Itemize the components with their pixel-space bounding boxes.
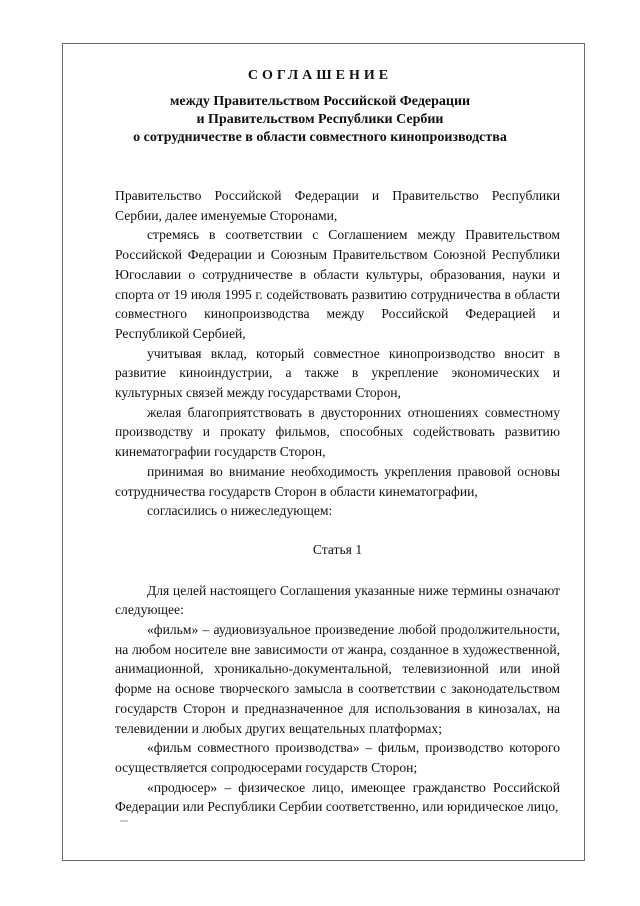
article-paragraph: «фильм» – аудиовизуальное произведение любой продолжительности, на любом носителе вне зависимости от жанра, созданное в художественной, анимационной, хроникально-документальной, телевизионной или иной форме на основе творческого замысла в соответствии с законодательством государств Сторон и предназначенное для использования в кинозалах, на телевидении и любых других вещательных платформах;	[115, 622, 560, 736]
article-paragraph: Для целей настоящего Соглашения указанные ниже термины означают следующее:	[115, 582, 560, 618]
document-title: СОГЛАШЕНИЕ	[247, 68, 393, 83]
subtitle-line: о сотрудничестве в области совместного кинопроизводства	[133, 130, 507, 145]
document-subtitle	[0, 93, 640, 147]
article-paragraph: «фильм совместного производства» – фильм, производство которого осуществляется сопродюсерами государств Сторон;	[115, 740, 560, 775]
scan-artifact	[120, 820, 128, 822]
article-paragraph: «продюсер» – физическое лицо, имеющее гражданство Российской Федерации или Республики Сербии соответственно, или юридическое лицо,	[115, 779, 560, 815]
subtitle-line: и Правительством Республики Сербии	[196, 112, 444, 127]
preamble-paragraph: желая благоприятствовать в двусторонних отношениях совместному производству и прокату фильмов, способных содействовать развитию кинематографии государств Сторон,	[115, 404, 560, 460]
preamble-paragraph: Правительство Российской Федерации и Правительство Республики Сербии, далее именуемые Сторонами,	[115, 188, 560, 223]
subtitle-line: между Правительством Российской Федерации	[169, 94, 471, 109]
article-heading: Статья 1	[312, 541, 363, 557]
document-body	[115, 186, 560, 817]
preamble-paragraph: согласились о нижеследующем:	[147, 503, 333, 519]
preamble-paragraph: учитывая вклад, который совместное кинопроизводство вносит в развитие киноиндустрии, а также в укрепление экономических и культурных связей между государствами Сторон,	[115, 345, 560, 401]
preamble-paragraph: принимая во внимание необходимость укрепления правовой основы сотрудничества государств Сторон в области кинематографии,	[115, 463, 560, 499]
preamble-paragraph: стремясь в соответствии с Соглашением между Правительством Российской Федерации и Союзным Правительством Союзной Республики Югославии о сотрудничестве в области культуры, образования, науки и спорта от 19 июля 1995 г. содействовать развитию сотрудничества в области совместного кинопроизводства между Российской Федерацией и Республикой Сербией,	[115, 227, 560, 341]
